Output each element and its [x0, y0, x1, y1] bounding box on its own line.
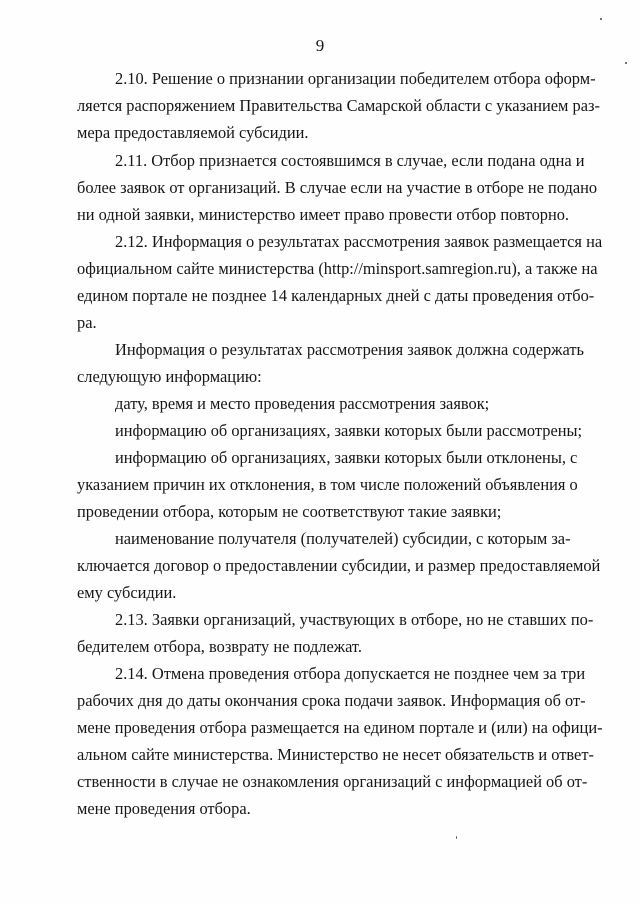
text-line: 2.12. Информация о результатах рассмотрения заявок размещается на [115, 232, 603, 251]
text-line: официальном сайте министерства (http://minsport.samregion.ru), а также на [77, 259, 598, 278]
text-line: ственности в случае не ознакомления организаций с информацией об от- [77, 772, 588, 791]
text-line: ему субсидии. [77, 583, 177, 602]
text-line: едином портале не позднее 14 календарных дней с даты проведения отбо- [77, 286, 595, 305]
text-line: следующую информацию: [77, 367, 262, 386]
text-line: рабочих дня до даты окончания срока подачи заявок. Информация об от- [77, 691, 586, 710]
text-line: ни одной заявки, министерство имеет право провести отбор повторно. [77, 205, 570, 224]
text-line: 2.14. Отмена проведения отбора допускается не позднее чем за три [115, 664, 586, 683]
text-line: ключается договор о предоставлении субсидии, и размер предоставляемой [77, 556, 601, 575]
scan-speck [625, 62, 627, 64]
text-line: информацию об организациях, заявки которых были рассмотрены; [115, 421, 583, 440]
text-line: 2.11. Отбор признается состоявшимся в случае, если подана одна и [115, 151, 585, 170]
text-line: 2.10. Решение о признании организации победителем отбора оформ- [115, 69, 596, 88]
text-line: 2.13. Заявки организаций, участвующих в отборе, но не ставших по- [115, 610, 594, 629]
scan-speck [456, 836, 457, 839]
text-line: альном сайте министерства. Министерство не несет обязательств и ответ- [77, 745, 594, 764]
text-line: бедителем отбора, возврату не подлежат. [77, 637, 362, 656]
text-line: дату, время и место проведения рассмотрения заявок; [115, 394, 490, 413]
text-line: информацию об организациях, заявки которых были отклонены, с [115, 448, 578, 467]
text-line: более заявок от организаций. В случае если на участие в отборе не подано [77, 178, 598, 197]
text-line: проведении отбора, которым не соответствуют такие заявки; [77, 502, 502, 521]
text-line: мене проведения отбора размещается на едином портале и (или) на офици- [77, 718, 603, 737]
text-line: Информация о результатах рассмотрения заявок должна содержать [115, 340, 584, 359]
text-line: указанием причин их отклонения, в том числе положений объявления о [77, 475, 578, 494]
text-line: мера предоставляемой субсидии. [77, 123, 309, 142]
text-line: ра. [77, 313, 97, 332]
text-line: наименование получателя (получателей) субсидии, с которым за- [115, 529, 571, 548]
scan-speck [600, 18, 602, 20]
text-line: ляется распоряжением Правительства Самарской области с указанием раз- [77, 96, 600, 115]
page-number: 9 [315, 36, 325, 55]
text-line: мене проведения отбора. [77, 799, 251, 818]
